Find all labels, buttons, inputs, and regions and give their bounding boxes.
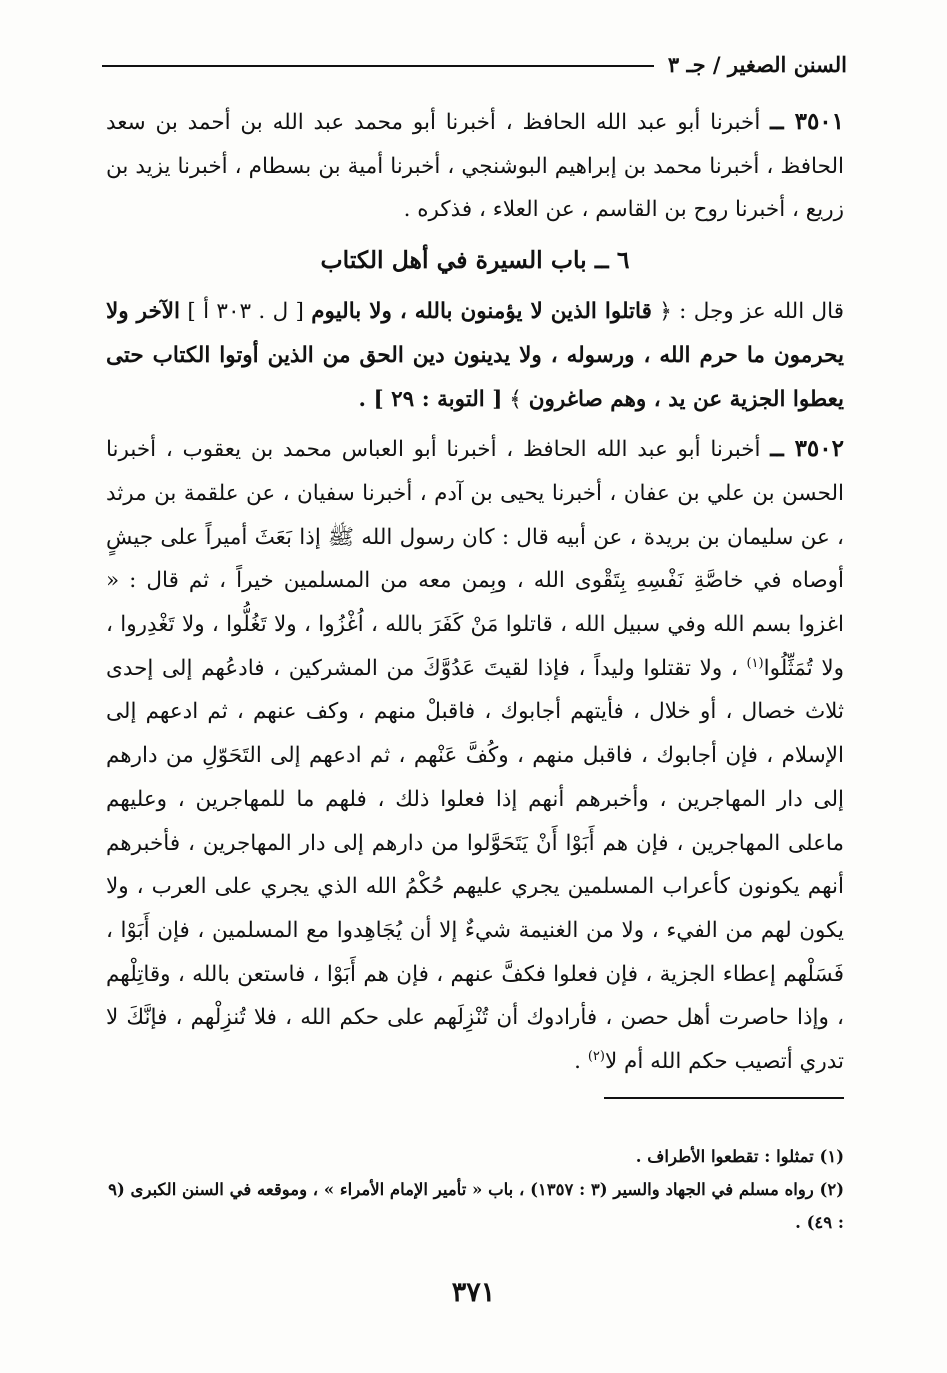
verse-part-2: الآخر ولا يحرمون ما حرم الله ، ورسوله ، ولا يدينون دين الحق من الذين أوتوا الكتاب حتى يعطوا الجزية عن يد ، وهم صاغرون bbox=[106, 299, 844, 412]
quote-intro: قال الله عز وجل : ﴿ bbox=[659, 299, 844, 325]
hadith-3501 bbox=[106, 100, 844, 232]
verse-part-1: قاتلوا الذين لا يؤمنون بالله ، ولا باليوم bbox=[311, 299, 652, 325]
running-title: السنن الصغير / جـ ٣ bbox=[667, 51, 847, 77]
hadith-text-b: ، ولا تقتلوا وليداً ، فإذا لقيتَ عَدُوَّكَ من المشركين ، فادعُهم إلى إحدى ثلاث خصال ، أو خلال ، فأيتهم أجابوك ، فاقبلْ منهم ، وكف عنهم ، ثم ادعهم إلى الإسلام ، فإن أجابوك ، فاقبل منهم ، وكُفَّ عَنْهم ، ثم ادعهم إلى التَحَوّلِ من دارهم إلى دار المهاجرين ، وأخبرهم أنهم إذا فعلوا ذلك ، فلهم ما للمهاجرين ، وعليهم ماعلى المهاجرين ، فإن هم أَبَوْا أَنْ يَتَحَوَّلوا من دارهم إلى دار المهاجرين ، فأخبرهم أنهم يكونون كأعراب المسلمين يجري عليهم حُكْمُ الله الذي يجري على العرب ، ولا يكون لهم من الفيء ، ولا من الغنيمة شيءٌ إلا أن يُجَاهِدوا مع المسلمين ، فإن أَبَوْا ، فَسَلْهم إعطاء الجزية ، فإن فعلوا فكفَّ عنهم ، فإن هم أَبَوْا ، فاستعن بالله ، وقاتِلْهم ، وإذا حاصرت أهل حصن ، فأرادوك أن تُنْزِلَهم على حكم الله ، فلا تُنزِلْهم ، فإنَّكَ لا تدري أتصيب حكم الله أم لا bbox=[106, 655, 844, 1075]
hadith-number: ٣٥٠١ ــ bbox=[770, 108, 845, 135]
chapter-heading: ٦ ــ باب السيرة في أهل الكتاب bbox=[320, 246, 630, 275]
footnote-2: (٢) رواه مسلم في الجهاد والسير (٣ : ١٣٥٧) ، باب « تأمير الإمام الأمراء » ، وموقعه في السنن الكبرى (٩ : ٤٩) . bbox=[108, 1180, 844, 1232]
verse-citation: [ التوبة : ٢٩ ] . bbox=[358, 386, 503, 412]
header-rule bbox=[102, 65, 654, 67]
footnote-rule bbox=[604, 1097, 844, 1099]
quote-close: ﴾ bbox=[509, 386, 522, 412]
hadith-text-a: أخبرنا أبو عبد الله الحافظ ، أخبرنا أبو العباس محمد بن يعقوب ، أخبرنا الحسن بن علي بن عفان ، أخبرنا يحيى بن آدم ، أخبرنا سفيان ، عن علقمة بن مرثد ، عن سليمان بن بريدة ، عن أبيه قال : كان رسول الله ﷺ إذا بَعَثَ أميراً على جيشٍ أوصاه في خاصَّةِ نَفْسِهِ بِتَقْوى الله ، وبِمن معه من المسلمين خيراً ، ثم قال : « اغزوا بسم الله وفي سبيل الله ، قاتلوا مَنْ كَفَرَ بالله ، اُغْزُوا ، ولا تَغُلُّوا ، ولا تَغْدِروا ، ولا تُمَثِّلُوا bbox=[106, 437, 844, 681]
footnote-1: (١) تمثلوا : تقطعوا الأطراف . bbox=[635, 1147, 844, 1166]
hadith-text-end: . bbox=[574, 1049, 581, 1075]
quran-quote bbox=[106, 290, 844, 421]
manuscript-ref: [ ل . ٣٠٣ أ ] bbox=[187, 299, 304, 325]
hadith-number: ٣٥٠٢ ــ bbox=[770, 435, 844, 463]
running-header bbox=[102, 44, 847, 84]
hadith-text: أخبرنا أبو عبد الله الحافظ ، أخبرنا أبو محمد عبد الله بن أحمد بن سعد الحافظ ، أخبرنا محمد بن إبراهيم البوشنجي ، أخبرنا أمية بن بسطام ، أخبرنا يزيد بن زريع ، أخبرنا روح بن القاسم ، عن العلاء ، فذكره . bbox=[106, 110, 844, 223]
footnote-marker-1[interactable]: (١) bbox=[746, 655, 764, 671]
page-number: ٣٧١ bbox=[451, 1277, 496, 1308]
main-text bbox=[106, 100, 844, 1084]
hadith-3502 bbox=[106, 427, 844, 1084]
footnote-marker-2[interactable]: (٢) bbox=[587, 1048, 605, 1064]
footnotes bbox=[106, 1140, 844, 1239]
